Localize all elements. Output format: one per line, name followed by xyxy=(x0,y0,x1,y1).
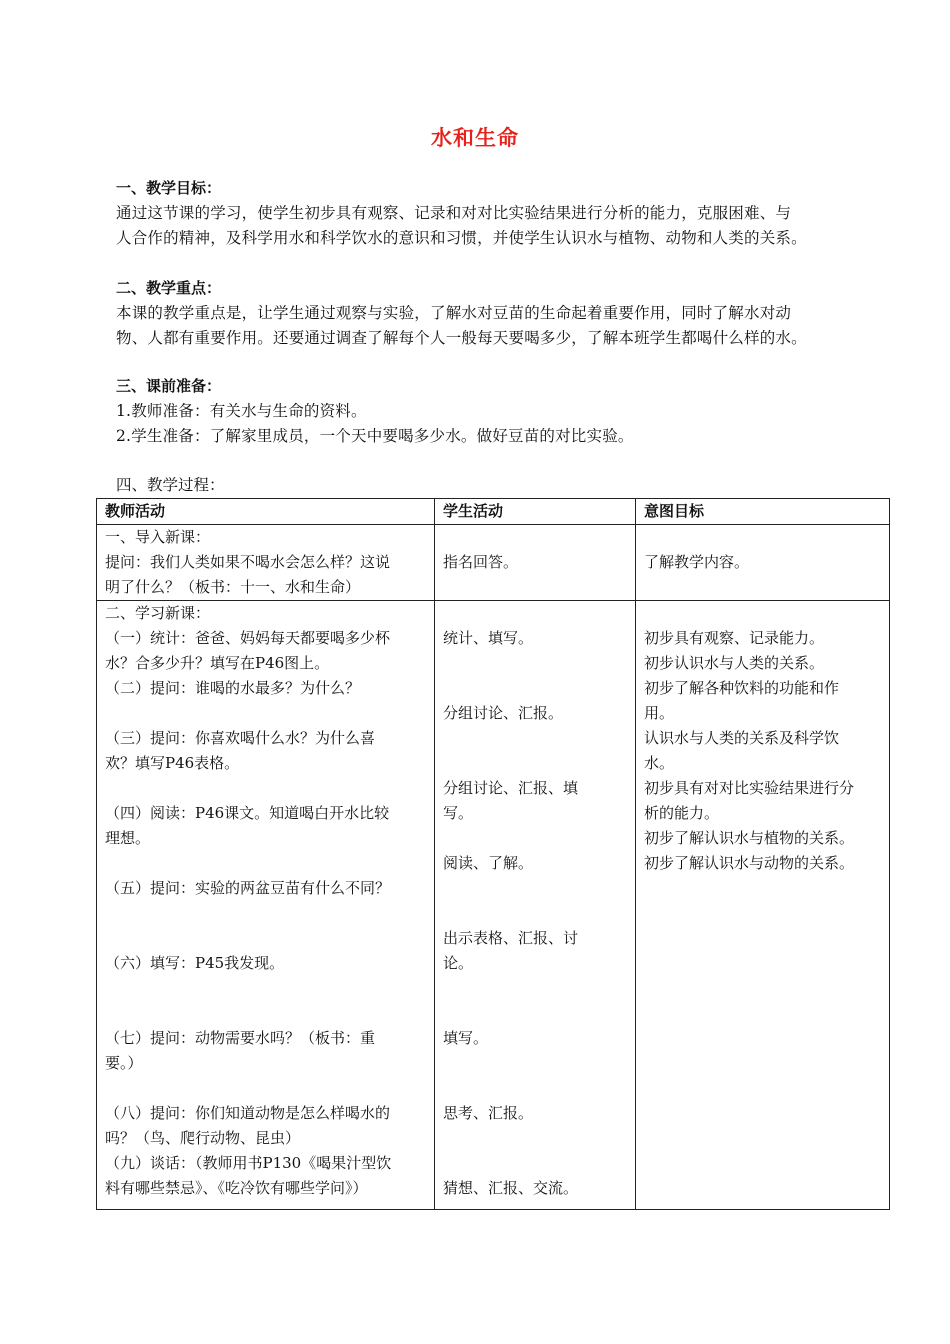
cell-line: 初步具有对对比实验结果进行分 xyxy=(644,779,855,797)
cell-line: 思考、汇报。 xyxy=(443,1104,534,1122)
cell-line xyxy=(105,926,426,951)
cell-line xyxy=(443,1151,627,1176)
cell-line xyxy=(105,851,426,876)
cell-line xyxy=(105,701,426,726)
cell-line: （九）谈话：（教师用书P130《喝果汁型饮 xyxy=(105,1154,392,1172)
cell-line: 明了什么？（板书：十一、水和生命） xyxy=(105,578,361,596)
cell-line xyxy=(105,976,426,1001)
section-line: 人合作的精神，及科学用水和科学饮水的意识和习惯，并使学生认识水与植物、动物和人类的关系。 xyxy=(116,229,807,247)
cell-line: 初步了解认识水与植物的关系。 xyxy=(644,829,855,847)
cell-line: 料有哪些禁忌》、《吃冷饮有哪些学问》） xyxy=(105,1179,368,1197)
section-heading: 一、教学目标： xyxy=(116,179,222,197)
cell-line: 出示表格、汇报、讨 xyxy=(443,929,579,947)
cell-line: 写。 xyxy=(443,804,474,822)
cell-line: 吗？（鸟、爬行动物、昆虫） xyxy=(105,1129,301,1147)
cell-line: 初步了解认识水与动物的关系。 xyxy=(644,854,855,872)
section-key-points xyxy=(116,276,856,351)
cell-line xyxy=(443,976,627,1001)
process-heading: 四、教学过程： xyxy=(116,476,225,494)
cell-line: （三）提问：你喜欢喝什么水？为什么喜 xyxy=(105,729,376,747)
cell-line: 初步具有观察、记录能力。 xyxy=(644,629,825,647)
cell-line xyxy=(105,776,426,801)
cell-line: 猜想、汇报、交流。 xyxy=(443,1179,579,1197)
cell-line xyxy=(443,751,627,776)
cell-line: 初步认识水与人类的关系。 xyxy=(644,654,825,672)
section-line: 通过这节课的学习，使学生初步具有观察、记录和对对比实验结果进行分析的能力，克服困难、与 xyxy=(116,204,792,222)
cell-line: 水。 xyxy=(644,754,675,772)
cell-line xyxy=(443,1001,627,1026)
section-heading: 二、教学重点： xyxy=(116,279,222,297)
page-title: 水和生命 xyxy=(431,126,519,150)
cell-line: （二）提问：谁喝的水最多？为什么？ xyxy=(105,679,361,697)
cell-line: 填写。 xyxy=(443,1029,489,1047)
table-row xyxy=(97,525,890,601)
cell-line xyxy=(443,676,627,701)
teacher-cell xyxy=(97,601,435,1210)
cell-line xyxy=(443,651,627,676)
cell-line: （一）统计：爸爸、妈妈每天都要喝多少杯 xyxy=(105,629,391,647)
cell-line: （八）提问：你们知道动物是怎么样喝水的 xyxy=(105,1104,391,1122)
section-line: 本课的教学重点是，让学生通过观察与实验，了解水对豆苗的生命起着重要作用，同时了解水对动 xyxy=(116,304,792,322)
cell-line: （五）提问：实验的两盆豆苗有什么不同？ xyxy=(105,879,391,897)
cell-line xyxy=(443,1126,627,1151)
cell-line: 初步了解各种饮料的功能和作 xyxy=(644,679,840,697)
header-student: 学生活动 xyxy=(435,499,636,525)
cell-line: 认识水与人类的关系及科学饮 xyxy=(644,729,840,747)
header-teacher: 教师活动 xyxy=(97,499,435,525)
cell-line xyxy=(443,726,627,751)
cell-line xyxy=(105,901,426,926)
cell-line: 析的能力。 xyxy=(644,804,720,822)
table-header-row xyxy=(97,499,890,525)
cell-line: 水？合多少升？填写在P46图上。 xyxy=(105,654,330,672)
cell-line: （七）提问：动物需要水吗？（板书：重 xyxy=(105,1029,376,1047)
cell-line xyxy=(443,901,627,926)
cell-line: 分组讨论、汇报、填 xyxy=(443,779,579,797)
section-heading: 三、课前准备： xyxy=(116,377,222,395)
cell-line: 用。 xyxy=(644,704,675,722)
cell-line: 二、学习新课： xyxy=(105,604,211,622)
teacher-cell xyxy=(97,525,435,601)
section-line: 2.学生准备：了解家里成员，一个天中要喝多少水。做好豆苗的对比实验。 xyxy=(116,427,634,445)
section-line: 物、人都有重要作用。还要通过调查了解每个人一般每天要喝多少，了解本班学生都喝什么样的水。 xyxy=(116,329,807,347)
cell-line: 欢？填写P46表格。 xyxy=(105,754,240,772)
cell-line: （四）阅读：P46课文。知道喝白开水比较 xyxy=(105,804,390,822)
cell-line: （六）填写：P45我发现。 xyxy=(105,954,285,972)
cell-line: 分组讨论、汇报。 xyxy=(443,704,564,722)
cell-line xyxy=(443,601,627,626)
cell-line: 统计、填写。 xyxy=(443,629,534,647)
cell-line: 一、导入新课： xyxy=(105,528,211,546)
section-objectives xyxy=(116,176,856,251)
cell-line xyxy=(443,1076,627,1101)
cell-line xyxy=(105,1076,426,1101)
student-cell: 指名回答。 xyxy=(435,525,636,601)
header-goal: 意图目标 xyxy=(636,499,890,525)
cell-line: 理想。 xyxy=(105,829,151,847)
goal-cell: 了解教学内容。 xyxy=(636,525,890,601)
cell-line: 论。 xyxy=(443,954,474,972)
table-row xyxy=(97,601,890,1210)
section-preparation xyxy=(116,374,856,449)
cell-line: 要。） xyxy=(105,1054,143,1072)
goal-cell xyxy=(636,601,890,1210)
cell-line: 提问：我们人类如果不喝水会怎么样？这说 xyxy=(105,553,391,571)
cell-line: 阅读、了解。 xyxy=(443,854,534,872)
section-line: 1.教师准备：有关水与生命的资料。 xyxy=(116,402,367,420)
cell-line xyxy=(644,601,881,626)
cell-line xyxy=(443,1051,627,1076)
cell-line xyxy=(443,826,627,851)
teaching-process-table xyxy=(96,498,890,1210)
student-cell xyxy=(435,601,636,1210)
cell-line xyxy=(443,876,627,901)
cell-line xyxy=(105,1001,426,1026)
